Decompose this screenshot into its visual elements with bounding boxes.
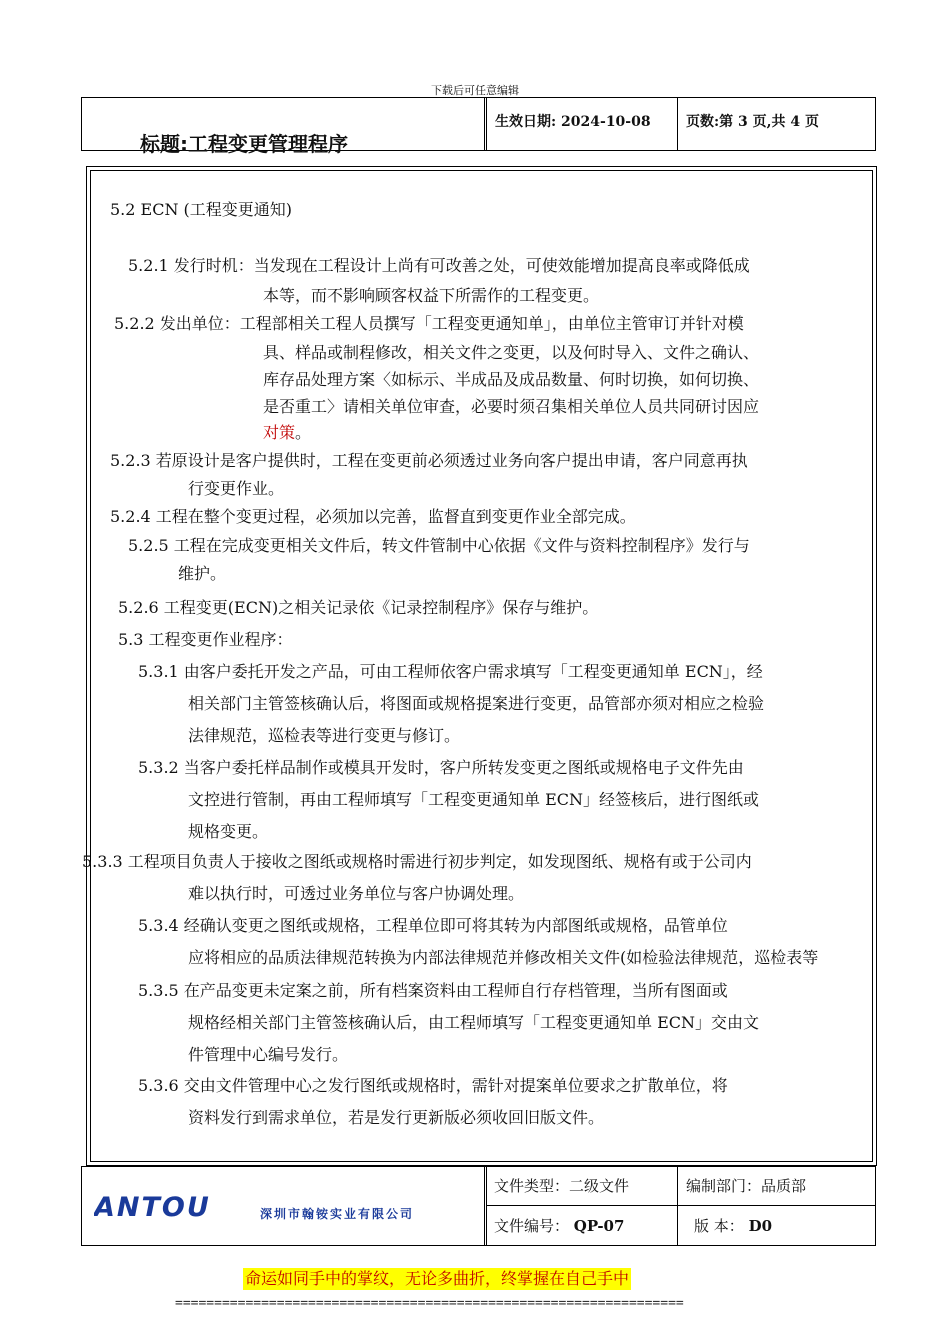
top-note: 下载后可任意编辑 [431,84,519,97]
body-line: 5.2.5 工程在完成变更相关文件后，转文件管制中心依据《文件与资料控制程序》发行与 [128,536,750,555]
effective-date: 生效日期: 2024-10-08 [495,114,651,130]
body-line: 规格变更。 [188,822,269,841]
body-line: 相关部门主管签核确认后，将图面或规格提案进行变更，品管部亦须对相应之检验 [188,694,765,713]
version: 版 本： D0 [694,1217,773,1235]
footer-table [81,1166,876,1246]
company-logo [94,1195,259,1219]
section-heading: 5.3 工程变更作业程序： [118,630,293,649]
body-line: 5.2.3 若原设计是客户提供时，工程在变更前必须透过业务向客户提出申请，客户同意再执 [110,451,748,470]
editing-department: 编制部门：品质部 [686,1177,807,1195]
body-line: 规格经相关部门主管签核确认后，由工程师填写「工程变更通知单 ECN」交由文 [188,1013,760,1032]
body-line: 5.2.4 工程在整个变更过程，必须加以完善，监督直到变更作业全部完成。 [110,507,636,526]
body-line: 具、样品或制程修改，相关文件之变更，以及何时导入、文件之确认、 [263,343,760,362]
body-line: 维护。 [178,564,227,583]
body-line: 5.3.3 工程项目负责人于接收之图纸或规格时需进行初步判定，如发现图纸、规格有或于公司内 [82,852,752,871]
logo-cell [82,1167,485,1245]
header-table [81,97,876,156]
body-line: 文控进行管制，再由工程师填写「工程变更通知单 ECN」经签核后，进行图纸或 [188,790,760,809]
body-line: 5.3.1 由客户委托开发之产品，可由工程师依客户需求填写「工程变更通知单 ECN」，经 [138,662,763,681]
body-line: 5.3.6 交由文件管理中心之发行图纸或规格时，需针对提案单位要求之扩散单位，将 [138,1076,728,1095]
body-line: 难以执行时，可透过业务单位与客户协调处理。 [188,884,525,903]
body-line: 5.3.4 经确认变更之图纸或规格，工程单位即可将其转为内部图纸或规格，品管单位 [138,916,728,935]
page-count: 页数:第 3 页,共 4 页 [686,114,820,130]
body-line: 法律规范，巡检表等进行变更与修订。 [188,726,461,745]
document-type: 文件类型：二级文件 [494,1177,630,1195]
body-line: 5.3.2 当客户委托样品制作或模具开发时，客户所转发变更之图纸或规格电子文件先由 [138,758,744,777]
document-number: 文件编号： QP-07 [494,1217,625,1235]
body-line: 本等，而不影响顾客权益下所需作的工程变更。 [263,286,600,305]
header-title-cell [82,98,485,156]
body-line: 对策。 [263,423,312,442]
body-line: 件管理中心编号发行。 [188,1045,349,1064]
body-line: 行变更作业。 [188,479,285,498]
footer-row-divider [486,1205,876,1206]
body-line: 5.2.6 工程变更(ECN)之相关记录依《记录控制程序》保存与维护。 [118,598,599,617]
body-line: 资料发行到需求单位，若是发行更新版必须收回旧版文件。 [188,1108,605,1127]
header-pages-cell [678,98,876,150]
company-name: 深圳市翰铵实业有限公司 [260,1207,415,1221]
slogan: 命运如同手中的掌纹，无论多曲折，终掌握在自己手中 [245,1269,630,1288]
document-title: 标题:工程变更管理程序 [140,132,348,156]
section-heading: 5.2 ECN (工程变更通知) [110,200,293,219]
body-line: 5.2.2 发出单位：工程部相关工程人员撰写「工程变更通知单」，由单位主管审订并针对模 [114,314,744,333]
body-line: 5.2.1 发行时机：当发现在工程设计上尚有可改善之处，可使效能增加提高良率或降低成 [128,256,750,275]
svg-text:ANTOU: ANTOU [94,1195,211,1219]
body-line: 应将相应的品质法律规范转换为内部法律规范并修改相关文件(如检验法律规范，巡检表等 [188,948,819,967]
highlighted-word: 对策 [263,423,296,442]
separator-rule: ================================================================= [175,1296,684,1311]
header-date-cell [486,98,678,150]
body-line: 是否重工〉请相关单位审查，必要时须召集相关单位人员共同研讨因应 [263,397,760,416]
body-line: 库存品处理方案〈如标示、半成品及成品数量、何时切换，如何切换、 [263,370,760,389]
body-line: 5.3.5 在产品变更未定案之前，所有档案资料由工程师自行存档管理，当所有图面或 [138,981,728,1000]
